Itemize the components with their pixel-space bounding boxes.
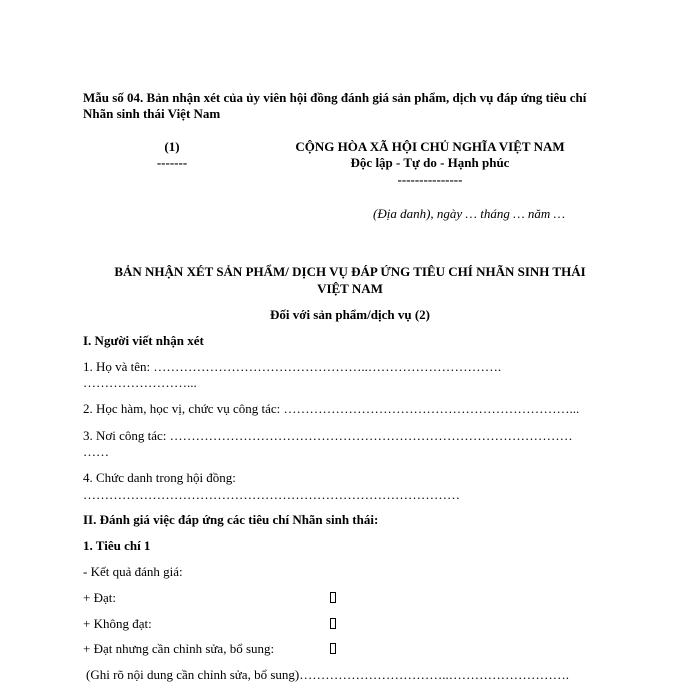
workplace-field: 3. Nơi công tác: ………………………………………………………………………………… — [83, 428, 573, 443]
option-fail-checkbox[interactable] — [330, 616, 336, 632]
council-role-field: …………………………………………………………………………… — [83, 487, 460, 502]
motto-underline: --------------- — [397, 172, 463, 187]
option-revise-checkbox[interactable] — [330, 641, 336, 657]
checkbox-icon — [330, 592, 336, 603]
national-title: CỘNG HÒA XÃ HỘI CHỦ NGHĨA VIỆT NAM — [295, 139, 565, 154]
doc-subtitle: Đối với sản phẩm/dịch vụ (2) — [270, 307, 430, 322]
form-title-line1: Mẫu số 04. Bản nhận xét của ủy viên hội đồng đánh giá sản phẩm, dịch vụ đáp ứng tiêu chí — [83, 90, 587, 105]
form-title-line2: Nhãn sinh thái Việt Nam — [83, 106, 221, 121]
section1-heading: I. Người viết nhận xét — [83, 333, 204, 348]
revision-note-field: (Ghi rõ nội dung cần chỉnh sửa, bổ sung)……………………………..………………………. — [86, 667, 569, 682]
doc-title-line2: VIỆT NAM — [317, 281, 383, 296]
option-pass-checkbox[interactable] — [330, 590, 336, 606]
agency-underline: ------- — [156, 155, 188, 170]
place-date: (Địa danh), ngày … tháng … năm … — [373, 206, 566, 221]
checkbox-icon — [330, 618, 336, 629]
option-revise-label: + Đạt nhưng cần chỉnh sửa, bổ sung: — [83, 641, 275, 656]
result-label: - Kết quả đánh giá: — [83, 564, 183, 579]
degree-position-field: 2. Học hàm, học vị, chức vụ công tác: …………………………………………………………... — [83, 401, 580, 416]
name-field: 1. Họ và tên: …………………………………………..…………………………. — [83, 359, 502, 374]
section2-heading: II. Đánh giá việc đáp ứng các tiêu chí Nhãn sinh thái: — [83, 512, 379, 527]
workplace-field-continued: …… — [83, 444, 109, 459]
issuing-agency-code: (1) — [164, 139, 180, 154]
criterion-1-heading: 1. Tiêu chí 1 — [83, 538, 151, 553]
checkbox-icon — [330, 643, 336, 654]
option-fail-label: + Không đạt: — [83, 616, 152, 631]
name-field-continued: ……………………... — [83, 375, 197, 390]
doc-title-line1: BẢN NHẬN XÉT SẢN PHẨM/ DỊCH VỤ ĐÁP ỨNG TIÊU CHÍ NHÃN SINH THÁI — [114, 264, 586, 279]
council-role-label: 4. Chức danh trong hội đồng: — [83, 470, 236, 485]
option-pass-label: + Đạt: — [83, 590, 116, 605]
national-motto: Độc lập - Tự do - Hạnh phúc — [350, 155, 510, 170]
